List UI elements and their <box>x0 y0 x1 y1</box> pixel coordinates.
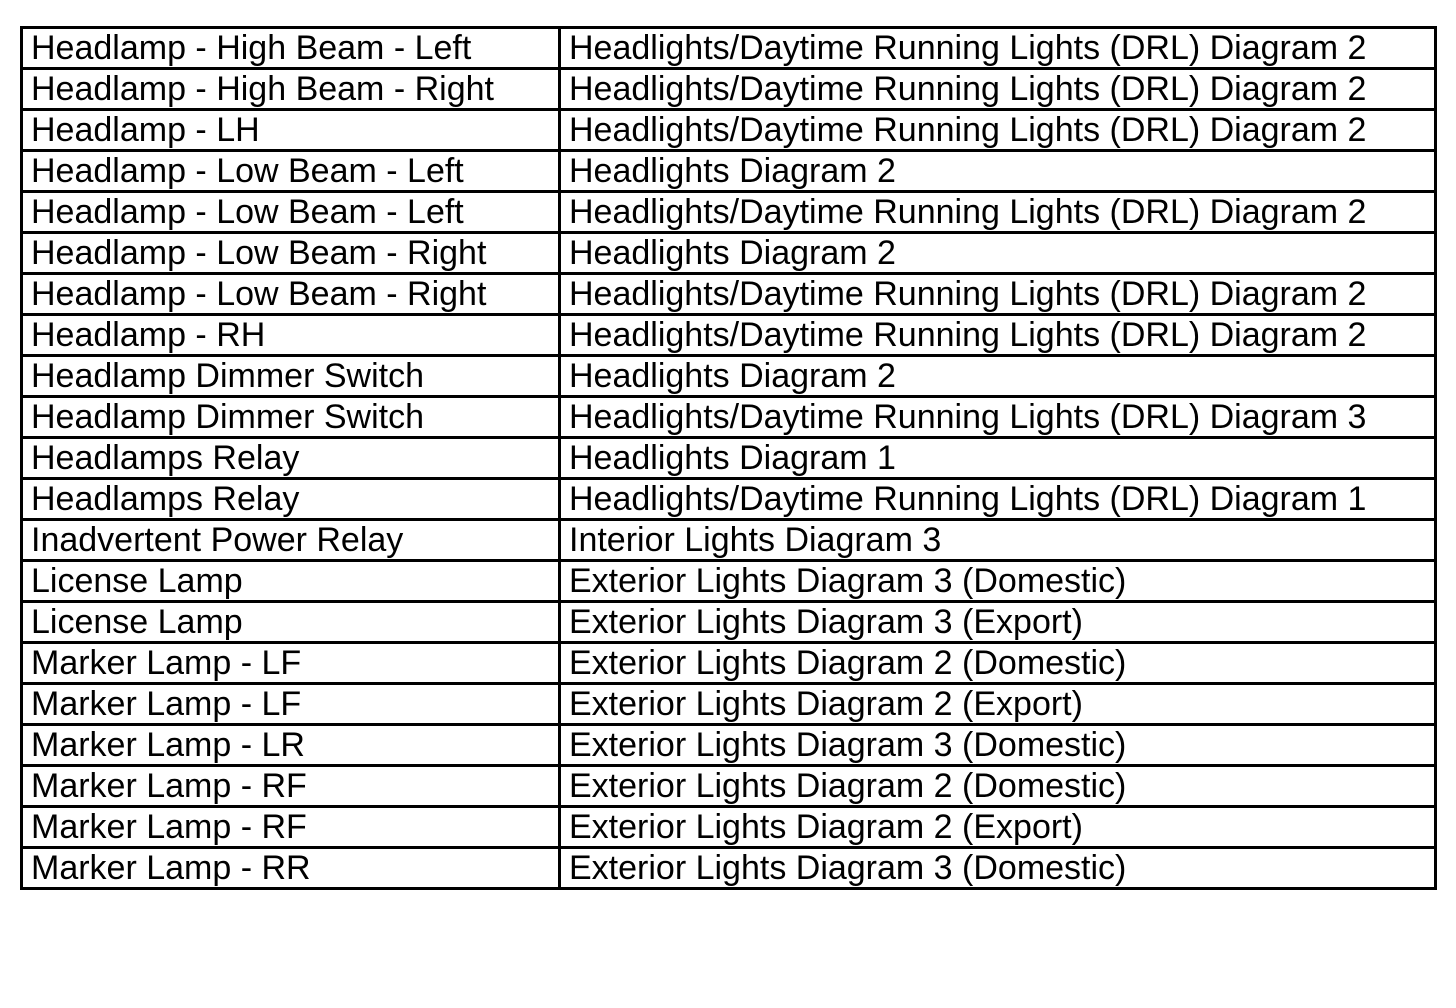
diagram-reference-cell: Exterior Lights Diagram 3 (Export) <box>560 602 1436 643</box>
table-row <box>22 520 1436 561</box>
table-row <box>22 807 1436 848</box>
diagram-reference-cell: Exterior Lights Diagram 2 (Export) <box>560 807 1436 848</box>
diagram-reference-cell: Headlights/Daytime Running Lights (DRL) Diagram 3 <box>560 397 1436 438</box>
diagram-reference-cell: Headlights Diagram 2 <box>560 151 1436 192</box>
diagram-reference-cell: Headlights/Daytime Running Lights (DRL) Diagram 2 <box>560 315 1436 356</box>
diagram-reference-cell: Headlights Diagram 1 <box>560 438 1436 479</box>
table-row <box>22 28 1436 69</box>
diagram-reference-cell: Headlights/Daytime Running Lights (DRL) Diagram 2 <box>560 192 1436 233</box>
component-name-cell: Headlamps Relay <box>22 479 560 520</box>
diagram-reference-cell: Headlights Diagram 2 <box>560 356 1436 397</box>
component-name-cell: Headlamp - High Beam - Left <box>22 28 560 69</box>
table-row <box>22 684 1436 725</box>
component-name-cell: Marker Lamp - LF <box>22 643 560 684</box>
table-row <box>22 397 1436 438</box>
table-row <box>22 725 1436 766</box>
table-row <box>22 643 1436 684</box>
component-name-cell: Marker Lamp - RF <box>22 766 560 807</box>
table-row <box>22 192 1436 233</box>
diagram-reference-cell: Exterior Lights Diagram 3 (Domestic) <box>560 561 1436 602</box>
table-row <box>22 479 1436 520</box>
diagram-reference-cell: Headlights/Daytime Running Lights (DRL) Diagram 1 <box>560 479 1436 520</box>
diagram-reference-cell: Exterior Lights Diagram 3 (Domestic) <box>560 725 1436 766</box>
table-row <box>22 274 1436 315</box>
component-name-cell: License Lamp <box>22 602 560 643</box>
component-name-cell: Headlamp - Low Beam - Left <box>22 151 560 192</box>
component-name-cell: Marker Lamp - RF <box>22 807 560 848</box>
component-name-cell: Headlamp - Low Beam - Right <box>22 233 560 274</box>
component-name-cell: Headlamp Dimmer Switch <box>22 397 560 438</box>
diagram-reference-cell: Interior Lights Diagram 3 <box>560 520 1436 561</box>
table-row <box>22 561 1436 602</box>
diagram-reference-cell: Exterior Lights Diagram 2 (Domestic) <box>560 643 1436 684</box>
table-row <box>22 151 1436 192</box>
table-row <box>22 848 1436 889</box>
component-name-cell: Inadvertent Power Relay <box>22 520 560 561</box>
component-name-cell: Headlamp - RH <box>22 315 560 356</box>
component-name-cell: Marker Lamp - LF <box>22 684 560 725</box>
component-name-cell: Headlamp - LH <box>22 110 560 151</box>
component-name-cell: Headlamp - High Beam - Right <box>22 69 560 110</box>
diagram-reference-cell: Exterior Lights Diagram 2 (Export) <box>560 684 1436 725</box>
component-index-table <box>20 26 1437 890</box>
diagram-reference-cell: Headlights/Daytime Running Lights (DRL) Diagram 2 <box>560 28 1436 69</box>
table-row <box>22 69 1436 110</box>
component-name-cell: Marker Lamp - LR <box>22 725 560 766</box>
component-name-cell: License Lamp <box>22 561 560 602</box>
diagram-reference-cell: Headlights Diagram 2 <box>560 233 1436 274</box>
component-name-cell: Headlamps Relay <box>22 438 560 479</box>
component-name-cell: Headlamp Dimmer Switch <box>22 356 560 397</box>
table-row <box>22 766 1436 807</box>
diagram-reference-cell: Exterior Lights Diagram 2 (Domestic) <box>560 766 1436 807</box>
table-row <box>22 110 1436 151</box>
component-name-cell: Headlamp - Low Beam - Left <box>22 192 560 233</box>
table-row <box>22 602 1436 643</box>
diagram-reference-cell: Headlights/Daytime Running Lights (DRL) Diagram 2 <box>560 69 1436 110</box>
table-row <box>22 233 1436 274</box>
component-index-body <box>22 28 1436 889</box>
diagram-reference-cell: Headlights/Daytime Running Lights (DRL) Diagram 2 <box>560 110 1436 151</box>
table-row <box>22 356 1436 397</box>
diagram-reference-cell: Headlights/Daytime Running Lights (DRL) Diagram 2 <box>560 274 1436 315</box>
table-row <box>22 315 1436 356</box>
component-name-cell: Headlamp - Low Beam - Right <box>22 274 560 315</box>
table-row <box>22 438 1436 479</box>
component-name-cell: Marker Lamp - RR <box>22 848 560 889</box>
diagram-reference-cell: Exterior Lights Diagram 3 (Domestic) <box>560 848 1436 889</box>
